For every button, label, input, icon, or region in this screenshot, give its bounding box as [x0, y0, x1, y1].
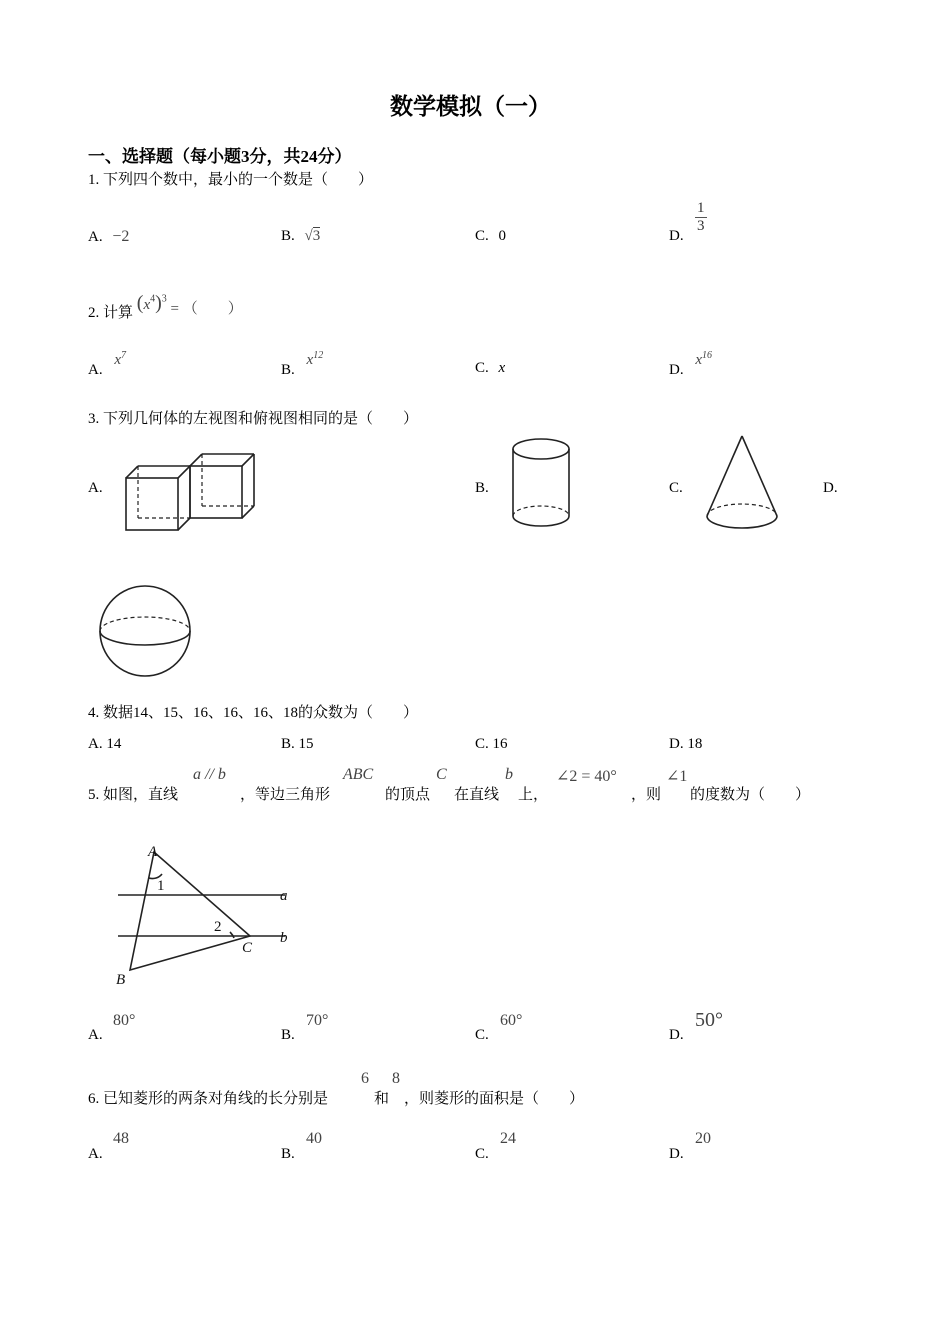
cylinder-figure: [508, 436, 574, 532]
q1-option-a-value: −2: [112, 228, 130, 245]
q2-option-d: [669, 350, 713, 379]
q5-stem-5: 上，: [518, 787, 549, 803]
q6-option-a-value: 48: [113, 1130, 129, 1147]
q1-option-c: [475, 228, 506, 245]
angle-2-label: 2: [214, 919, 222, 935]
q2-option-a-label: A.: [88, 362, 103, 378]
q1-option-b: [281, 228, 320, 245]
q5-math-angle1: ∠1: [666, 768, 688, 785]
q2-option-c-label: C.: [475, 360, 489, 376]
q2-option-c-value: x: [498, 360, 506, 376]
q5-option-d-label: D.: [669, 1027, 684, 1043]
line-b-label: b: [280, 930, 288, 946]
page-title: 数学模拟（一）: [390, 94, 551, 119]
q5-triangle-figure: [110, 840, 310, 990]
q2-stem: [88, 292, 243, 323]
q5-option-b-label: B.: [281, 1027, 295, 1043]
q6-option-b-label: B.: [281, 1146, 295, 1162]
q5-option-c-label: C.: [475, 1027, 489, 1043]
q2-option-b-value: $x^{12}$: [306, 350, 324, 368]
q6-option-b-value: 40: [306, 1130, 322, 1147]
q3-option-a-label: A.: [88, 480, 103, 496]
q1-option-b-value: √3: [304, 228, 321, 244]
line-a-label: a: [280, 888, 288, 904]
q5-stem-2: ，等边三角形: [240, 787, 331, 803]
q1-option-c-label: C.: [475, 228, 489, 244]
q4-option-b: B. 15: [281, 736, 314, 752]
q6-stem-1: 6. 已知菱形的两条对角线的长分别是: [88, 1091, 329, 1107]
q1-option-a: [88, 228, 129, 246]
q6-stem-3: ，则菱形的面积是（ ）: [404, 1091, 585, 1107]
q3-stem: 3. 下列几何体的左视图和俯视图相同的是（ ）: [88, 411, 419, 427]
cone-figure: [702, 432, 782, 534]
q6-option-d-value: 20: [695, 1130, 711, 1147]
q2-option-d-value: $x^{16}$: [695, 350, 713, 368]
q1-option-b-label: B.: [281, 228, 295, 244]
angle-1-label: 1: [157, 878, 165, 894]
q4-option-c: C. 16: [475, 736, 508, 752]
q2-option-a-value: $x^7$: [114, 350, 127, 368]
q5-option-d-value: 50°: [695, 1009, 723, 1031]
q2-option-d-label: D.: [669, 362, 684, 378]
q4-option-a: A. 14: [88, 736, 122, 752]
q5-stem-7: 的度数为（ ）: [690, 787, 811, 803]
q6-option-a-label: A.: [88, 1146, 103, 1162]
two-cubes-figure: [120, 448, 260, 538]
q5-option-a-label: A.: [88, 1027, 103, 1043]
q6-stem-2: 和: [374, 1091, 390, 1107]
q5-stem-4: 在直线: [454, 787, 500, 803]
q5-stem-3: 的顶点: [385, 787, 431, 803]
q5-math-b: b: [505, 766, 513, 783]
q2-stem-suffix: = （ ）: [170, 301, 243, 317]
q1-option-d-label: D.: [669, 228, 684, 244]
q1-option-a-label: A.: [88, 229, 103, 245]
q6-option-c-value: 24: [500, 1130, 516, 1147]
q5-math-abc: ABC: [343, 766, 374, 783]
point-c-label: C: [242, 940, 253, 956]
q1-stem: 1. 下列四个数中，最小的一个数是（ ）: [88, 172, 374, 188]
q3-option-b-label: B.: [475, 480, 489, 496]
q5-stem-1: 5. 如图，直线: [88, 787, 179, 803]
q6-math-8: 8: [392, 1070, 400, 1087]
q5-option-c-value: 60°: [500, 1012, 523, 1029]
q1-option-d-fraction: [695, 200, 707, 235]
q4-option-d: D. 18: [669, 736, 703, 752]
fraction-denominator: 3: [697, 218, 705, 234]
q6-option-d-label: D.: [669, 1146, 684, 1162]
q2-option-a: [88, 350, 127, 379]
q3-option-c-label: C.: [669, 480, 683, 496]
q2-stem-prefix: 2. 计算: [88, 305, 134, 321]
q2-option-c: [475, 360, 505, 377]
q2-option-b: [281, 350, 324, 379]
q1-option-c-value: 0: [498, 228, 507, 244]
q6-option-c-label: C.: [475, 1146, 489, 1162]
q3-option-d-label: D.: [823, 480, 838, 496]
q2-expression: $(x^4)^3$: [136, 292, 167, 314]
point-b-label: B: [116, 972, 126, 988]
q5-math-parallel: a // b: [193, 766, 226, 783]
q5-option-b-value: 70°: [306, 1012, 329, 1029]
q5-stem-6: ，则: [631, 787, 662, 803]
q5-math-angle2: ∠2 = 40°: [556, 768, 617, 785]
q4-stem: 4. 数据14、15、16、16、16、18的众数为（ ）: [88, 705, 419, 721]
q2-option-b-label: B.: [281, 362, 295, 378]
section-heading: 一、选择题（每小题3分，共24分）: [88, 147, 352, 166]
q5-option-a-value: 80°: [113, 1012, 136, 1029]
point-a-label: A: [148, 844, 158, 860]
q6-math-6: 6: [361, 1070, 369, 1087]
fraction-numerator: 1: [697, 200, 705, 216]
q5-math-c: C: [436, 766, 447, 783]
sphere-figure: [96, 584, 196, 680]
